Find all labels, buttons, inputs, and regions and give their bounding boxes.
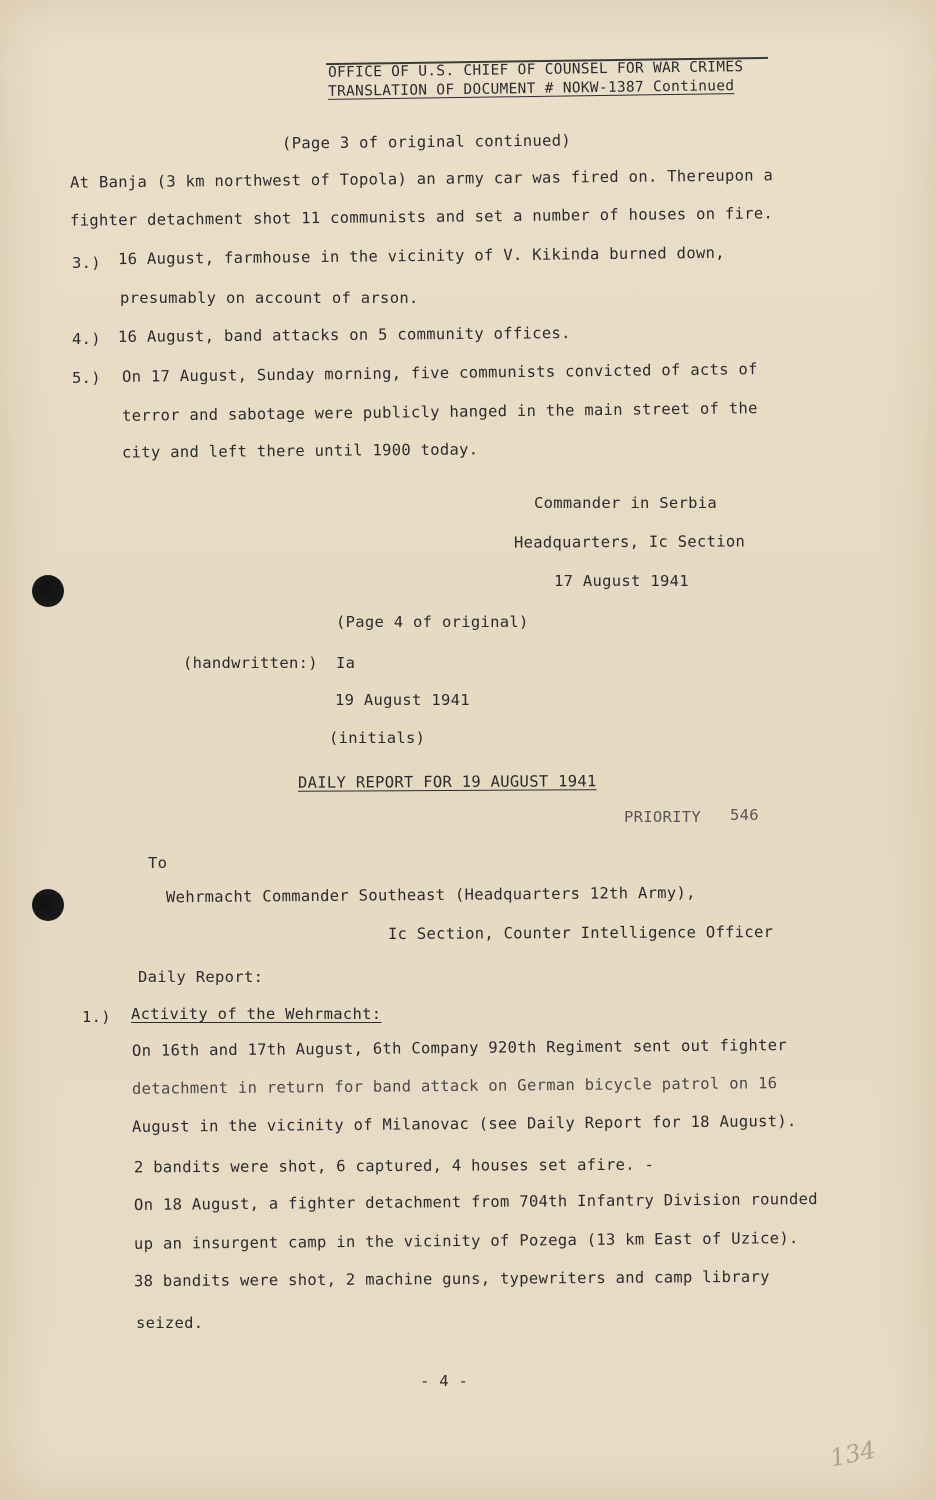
section-1-line-2: detachment in return for band attack on German bicycle patrol on 16 bbox=[131, 1074, 778, 1098]
section-1-line-5: On 18 August, a fighter detachment from 704th Infantry Division rounded bbox=[133, 1190, 818, 1214]
priority-number: 546 bbox=[730, 806, 759, 824]
punch-hole-bottom bbox=[32, 889, 64, 921]
item-3-number: 3.) bbox=[72, 254, 101, 272]
section-1-line-7: 38 bandits were shot, 2 machine guns, typewriters and camp library bbox=[133, 1267, 770, 1291]
section-1-line-4: 2 bandits were shot, 6 captured, 4 houses set afire. - bbox=[133, 1155, 655, 1177]
section-1-line-1: On 16th and 17th August, 6th Company 920th Regiment sent out fighter bbox=[131, 1036, 788, 1060]
item-5-number: 5.) bbox=[72, 369, 101, 387]
item-3-line-2: presumably on account of arson. bbox=[120, 289, 419, 307]
section-1-number: 1.) bbox=[82, 1008, 111, 1026]
daily-report-label: Daily Report: bbox=[138, 968, 264, 986]
priority-label: PRIORITY bbox=[624, 808, 702, 826]
recipient-line-1: Wehrmacht Commander Southeast (Headquarters 12th Army), bbox=[165, 883, 696, 907]
handwritten-date: 19 August 1941 bbox=[335, 691, 470, 709]
to-label: To bbox=[148, 854, 168, 872]
item-4-line-1: 16 August, band attacks on 5 community offices. bbox=[117, 324, 571, 346]
signature-date: 17 August 1941 bbox=[554, 572, 689, 590]
item-3-line-1: 16 August, farmhouse in the vicinity of V. Kikinda burned down, bbox=[117, 243, 725, 269]
item-5-line-1: On 17 August, Sunday morning, five communists convicted of acts of bbox=[121, 360, 758, 386]
banja-line-2: fighter detachment shot 11 communists and set a number of houses on fire. bbox=[69, 204, 774, 230]
handwritten-initials: (initials) bbox=[329, 729, 426, 747]
header-line-2: TRANSLATION OF DOCUMENT # NOKW-1387 Continued bbox=[327, 78, 735, 100]
page-3-note: (Page 3 of original continued) bbox=[281, 131, 572, 153]
page-4-note: (Page 4 of original) bbox=[336, 613, 529, 631]
section-1-line-6: up an insurgent camp in the vicinity of Pozega (13 km East of Uzice). bbox=[133, 1229, 799, 1253]
item-5-line-3: city and left there until 1900 today. bbox=[121, 440, 479, 462]
recipient-line-2: Ic Section, Counter Intelligence Officer bbox=[387, 922, 774, 944]
corner-handwritten-mark: 134 bbox=[827, 1435, 879, 1473]
item-5-line-2: terror and sabotage were publicly hanged in the main street of the bbox=[121, 399, 758, 425]
report-title: DAILY REPORT FOR 19 AUGUST 1941 bbox=[297, 772, 597, 792]
section-1-heading: Activity of the Wehrmacht: bbox=[131, 1005, 382, 1023]
signature-headquarters: Headquarters, Ic Section bbox=[513, 532, 746, 552]
handwritten-value: Ia bbox=[336, 654, 356, 672]
header-line-1: OFFICE OF U.S. CHIEF OF COUNSEL FOR WAR CRIMES bbox=[327, 59, 744, 81]
punch-hole-top bbox=[32, 575, 64, 607]
section-1-line-8: seized. bbox=[136, 1314, 204, 1332]
signature-commander: Commander in Serbia bbox=[534, 494, 718, 512]
item-4-number: 4.) bbox=[72, 330, 101, 348]
section-1-line-3: August in the vicinity of Milanovac (see Daily Report for 18 August). bbox=[131, 1112, 797, 1136]
page-number: - 4 - bbox=[420, 1372, 469, 1390]
handwritten-label: (handwritten:) bbox=[183, 654, 318, 672]
banja-line-1: At Banja (3 km northwest of Topola) an army car was fired on. Thereupon a bbox=[69, 166, 774, 192]
